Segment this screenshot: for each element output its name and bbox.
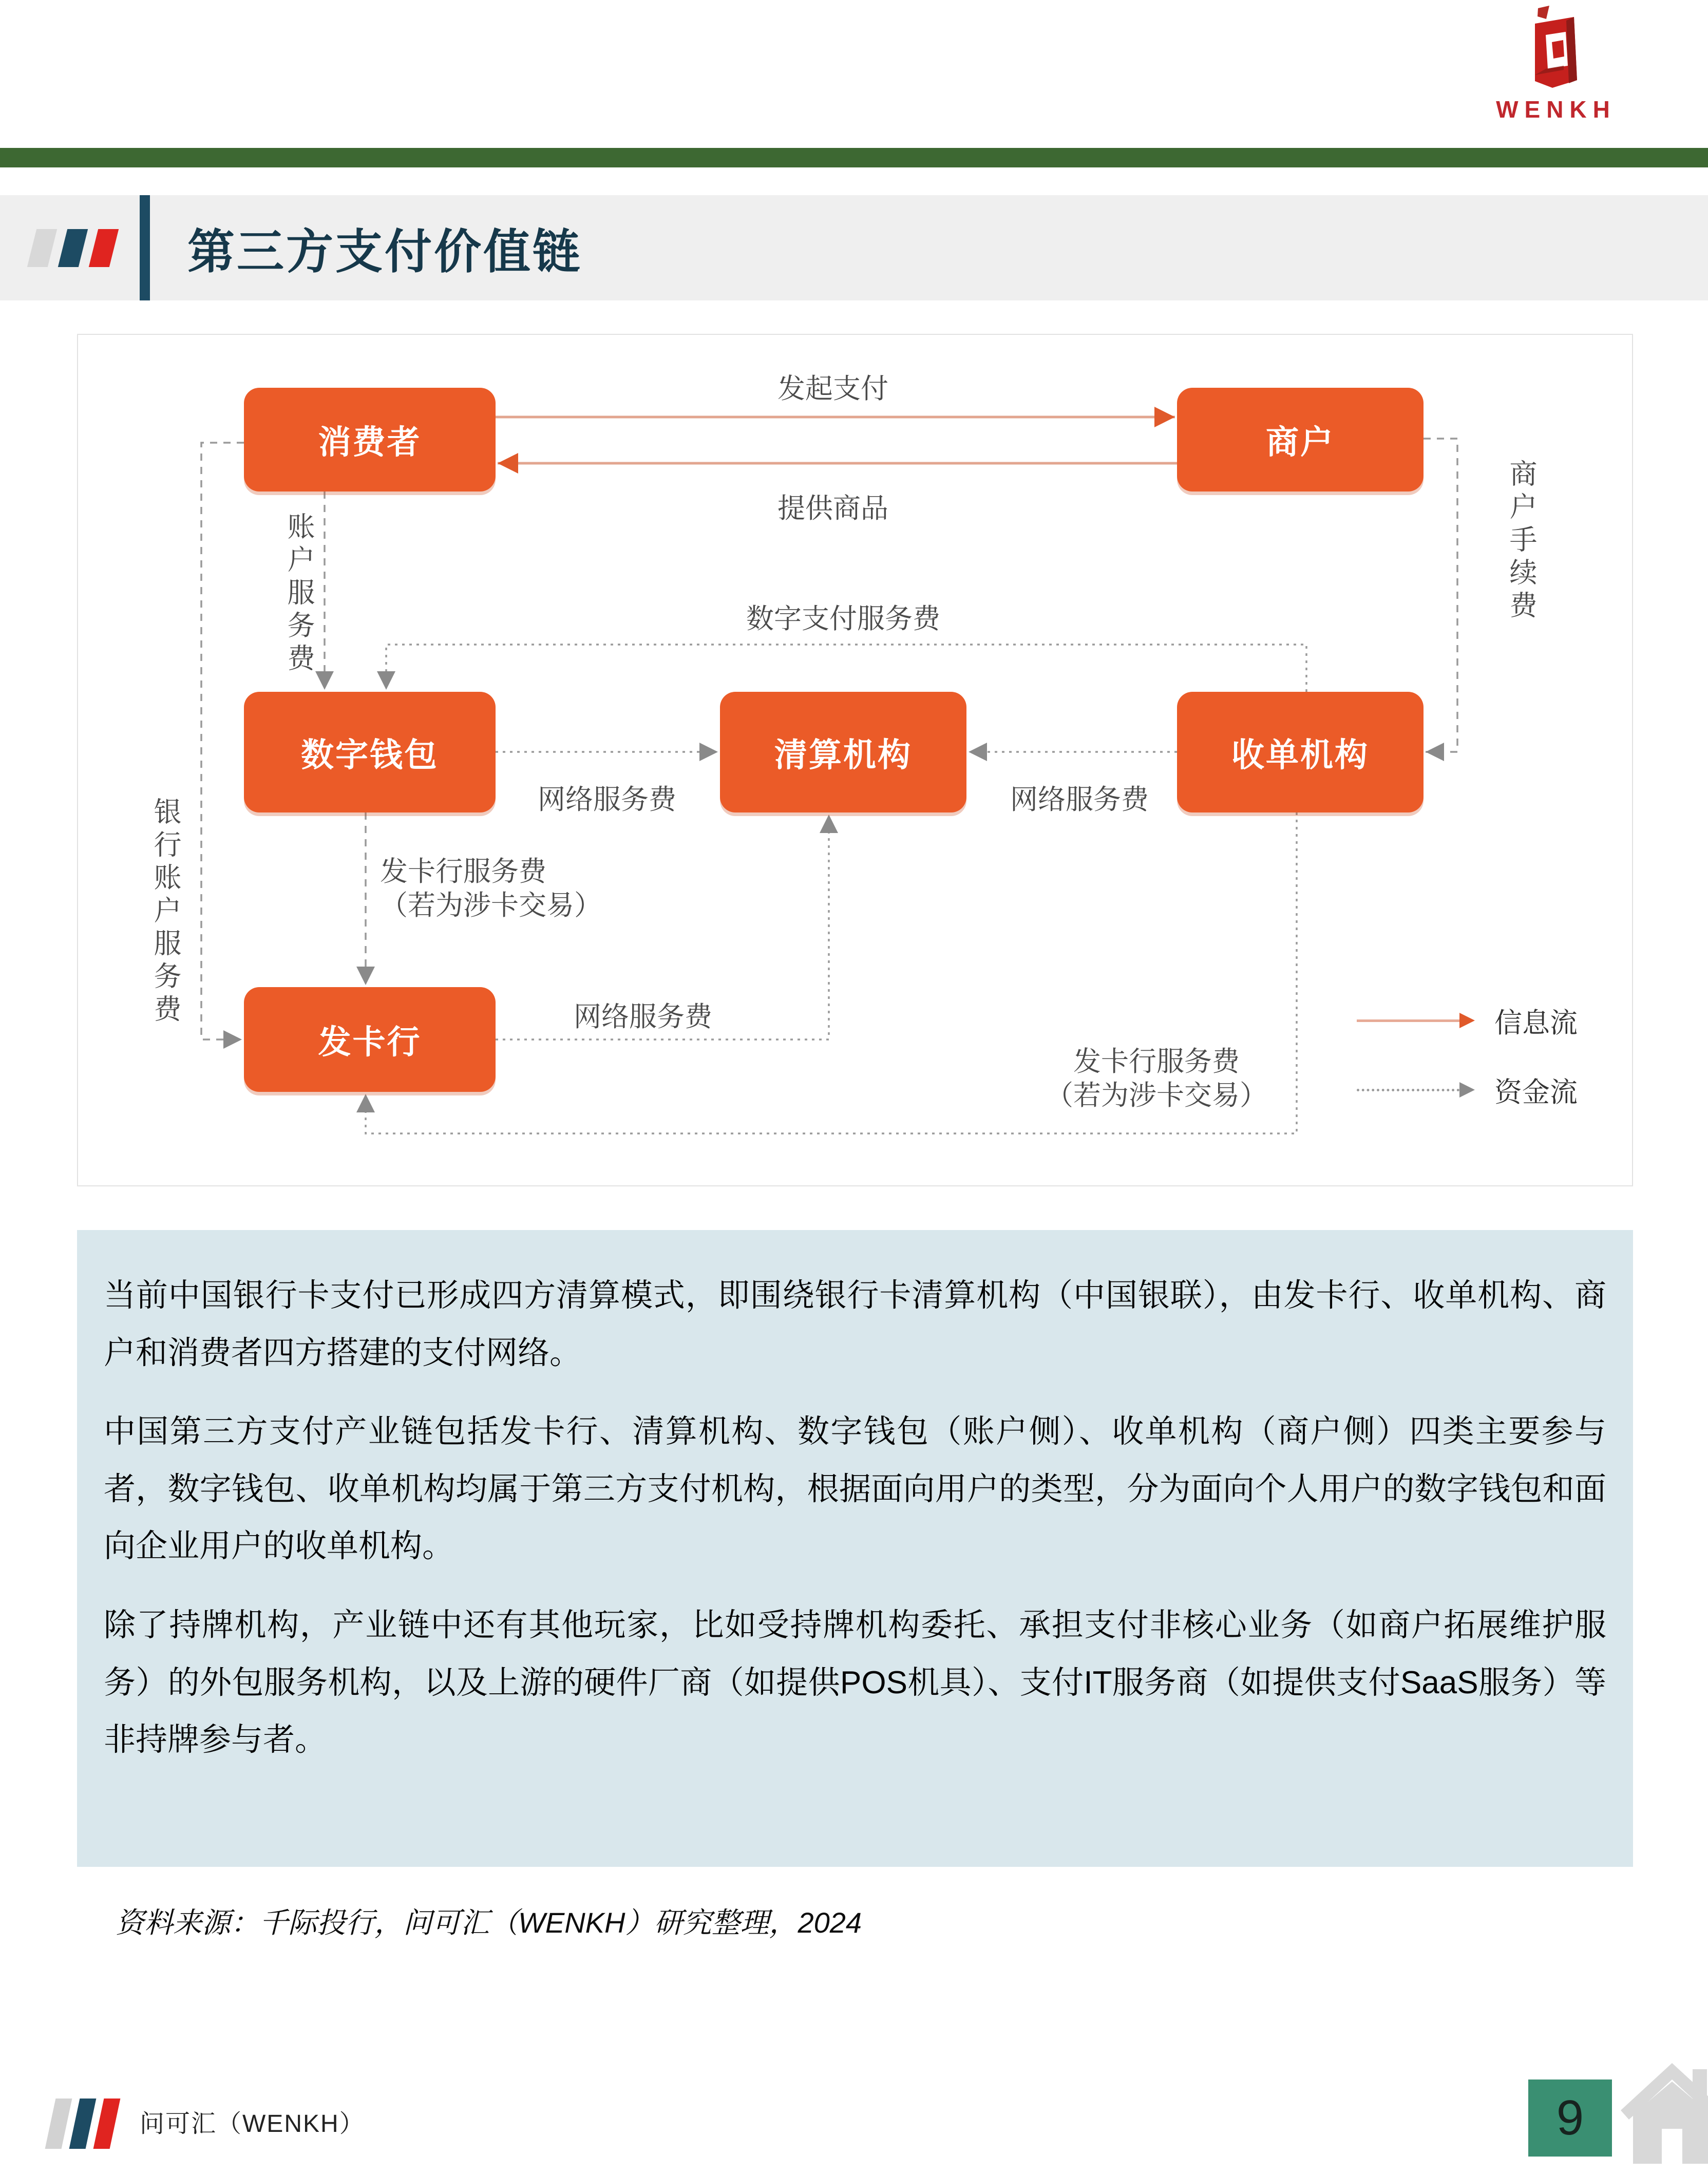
label-digital-payment-service-fee: 数字支付服务费 (746, 603, 940, 634)
body-paragraph: 除了持牌机构，产业链中还有其他玩家，比如受持牌机构委托、承担支付非核心业务（如商户拓展维护服务）的外包服务机构，以及上游的硬件厂商（如提供POS机具）、支付IT服务商（如提供支付SaaS服务）等非持牌参与者。 (104, 1607, 1606, 1758)
label-network-service-fee: 网络服务费 (538, 784, 676, 815)
wenkh-logo-text: WENKH (1496, 96, 1616, 123)
info-flow-arrow-icon (1459, 1013, 1475, 1028)
label-account-service-fee: 账户服务费 (283, 512, 314, 676)
body-paragraph: 当前中国银行卡支付已形成四方清算模式，即围绕银行卡清算机构（中国银联），由发卡行、收单机构、商户和消费者四方搭建的支付网络。 (104, 1278, 1606, 1371)
footer-accent-bar-gray (45, 2099, 72, 2149)
summary-text-panel (77, 1230, 1633, 1867)
edge-bank-account-service-fee (201, 443, 244, 1039)
label-network-service-fee: 网络服务费 (574, 1001, 712, 1032)
issuer-fee-text: 发卡行服务费 (1073, 1046, 1240, 1077)
body-paragraph: 中国第三方支付产业链包括发卡行、清算机构、数字钱包（账户侧）、收单机构（商户侧）四类主要参与者，数字钱包、收单机构均属于第三方支付机构，根据面向用户的类型，分为面向个人用户的数字钱包和面向企业用户的收单机构。 (104, 1414, 1606, 1564)
legend-fund-flow (1357, 1076, 1578, 1108)
label-network-service-fee: 网络服务费 (1010, 784, 1149, 815)
fund-flow-arrow-icon (1459, 1082, 1475, 1098)
legend-fund-flow-label: 资金流 (1494, 1076, 1578, 1108)
issuer-fee-note: （若为涉卡交易） (380, 890, 602, 921)
page-number-badge: 9 (1528, 2080, 1612, 2157)
title-accent-bar-navy (58, 229, 88, 267)
node-digital-wallet: 数字钱包 (244, 692, 496, 812)
value-chain-diagram-panel (77, 334, 1633, 1186)
label-bank-account-service-fee: 银行账户服务费 (150, 797, 181, 1027)
legend-info-flow-label: 信息流 (1494, 1007, 1578, 1038)
label-initiate-payment: 发起支付 (777, 373, 888, 404)
wenkh-logo-icon (1520, 3, 1587, 96)
footer-accent-bar-navy (69, 2099, 97, 2149)
home-icon (1612, 2057, 1708, 2170)
info-flow-line-sample (1357, 1019, 1459, 1022)
green-divider-bar (0, 148, 1708, 167)
edge-digital-payment-service-fee (386, 645, 1306, 692)
legend-info-flow (1357, 1007, 1578, 1038)
edge-merchant-handling-fee (1424, 439, 1457, 752)
footer-accent-bar-red (93, 2099, 121, 2149)
title-band (0, 195, 1708, 300)
node-acquiring-institution: 收单机构 (1177, 692, 1424, 812)
title-accent-bar-red (89, 229, 119, 267)
footer-brand: 问可汇（WENKH） (140, 2110, 365, 2138)
fund-flow-line-sample (1357, 1089, 1459, 1091)
node-consumer: 消费者 (244, 388, 496, 491)
page-title: 第三方支付价值链 (187, 225, 582, 278)
source-note: 资料来源：千际投行，问可汇（WENKH）研究整理，2024 (116, 1906, 862, 1939)
label-issuer-service-fee (380, 855, 602, 922)
node-card-issuer: 发卡行 (244, 987, 496, 1092)
label-provide-goods: 提供商品 (777, 493, 888, 524)
label-issuer-service-fee (1033, 1045, 1280, 1112)
node-clearing-institution: 清算机构 (720, 692, 966, 812)
node-merchant: 商户 (1177, 388, 1424, 491)
label-merchant-handling-fee: 商户手续费 (1506, 459, 1536, 623)
title-accent-bar-gray (27, 229, 57, 267)
issuer-fee-text: 发卡行服务费 (380, 856, 546, 887)
issuer-fee-note: （若为涉卡交易） (1046, 1080, 1267, 1111)
title-vertical-rule (140, 195, 150, 300)
